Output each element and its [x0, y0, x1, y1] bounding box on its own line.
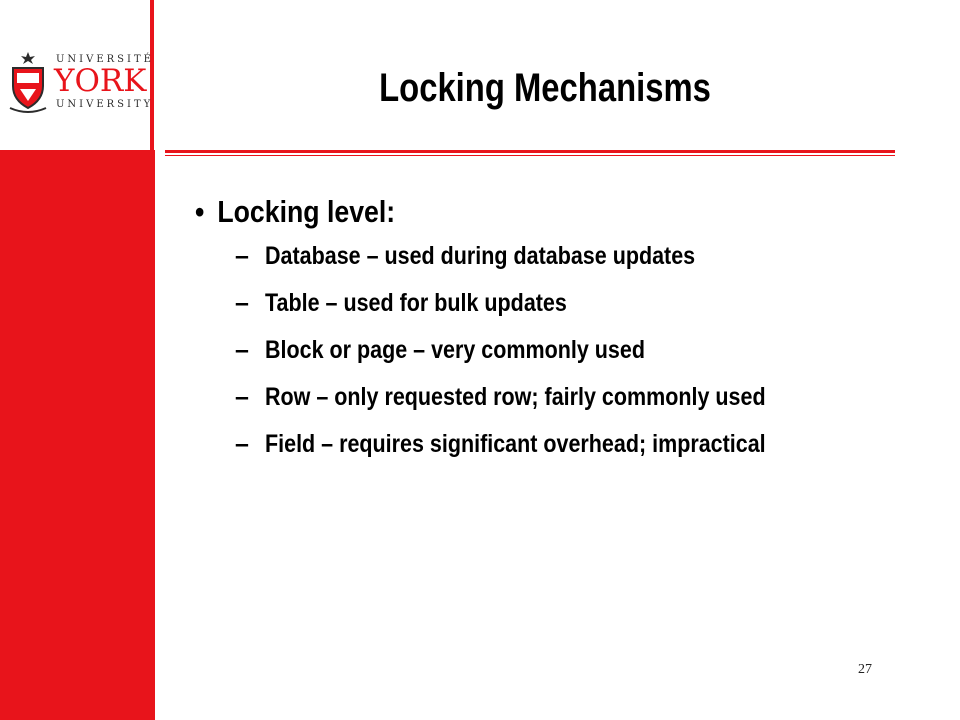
- sub-bullet-item: [195, 430, 925, 459]
- sub-bullet-item: [195, 289, 925, 318]
- sub-bullet-list: [195, 242, 895, 459]
- page-number: 27: [858, 662, 872, 677]
- slide-title: Locking Mechanisms: [379, 66, 711, 110]
- main-bullet-text: Locking level:: [217, 194, 396, 229]
- logo-line-3: UNIVERSITY: [56, 99, 154, 110]
- title-underline: [165, 150, 895, 153]
- logo-line-2: YORK: [54, 63, 147, 99]
- crest-icon: [8, 48, 48, 118]
- sub-bullet-text: Database – used during database updates: [265, 242, 696, 270]
- sub-bullet-item: [195, 242, 925, 271]
- logo-line-1: UNIVERSITÉ: [56, 54, 154, 65]
- sub-bullet-text: Row – only requested row; fairly commonly used: [265, 383, 766, 411]
- dash-icon: –: [235, 383, 249, 411]
- title-underline-thin: [165, 155, 895, 156]
- sidebar-divider: [150, 0, 154, 150]
- red-sidebar: [0, 150, 155, 720]
- sub-bullet-text: Field – requires significant overhead; impractical: [265, 430, 766, 458]
- dash-icon: –: [235, 289, 249, 317]
- bullet-content: [195, 190, 895, 477]
- dash-icon: –: [235, 430, 249, 458]
- dash-icon: –: [235, 242, 249, 270]
- sub-bullet-item: [195, 383, 925, 412]
- sub-bullet-text: Table – used for bulk updates: [265, 289, 567, 317]
- main-bullet: [195, 190, 797, 234]
- sub-bullet-text: Block or page – very commonly used: [265, 336, 645, 364]
- dash-icon: –: [235, 336, 249, 364]
- york-university-logo: [8, 48, 154, 120]
- sub-bullet-item: [195, 336, 925, 365]
- bullet-icon: •: [195, 194, 205, 229]
